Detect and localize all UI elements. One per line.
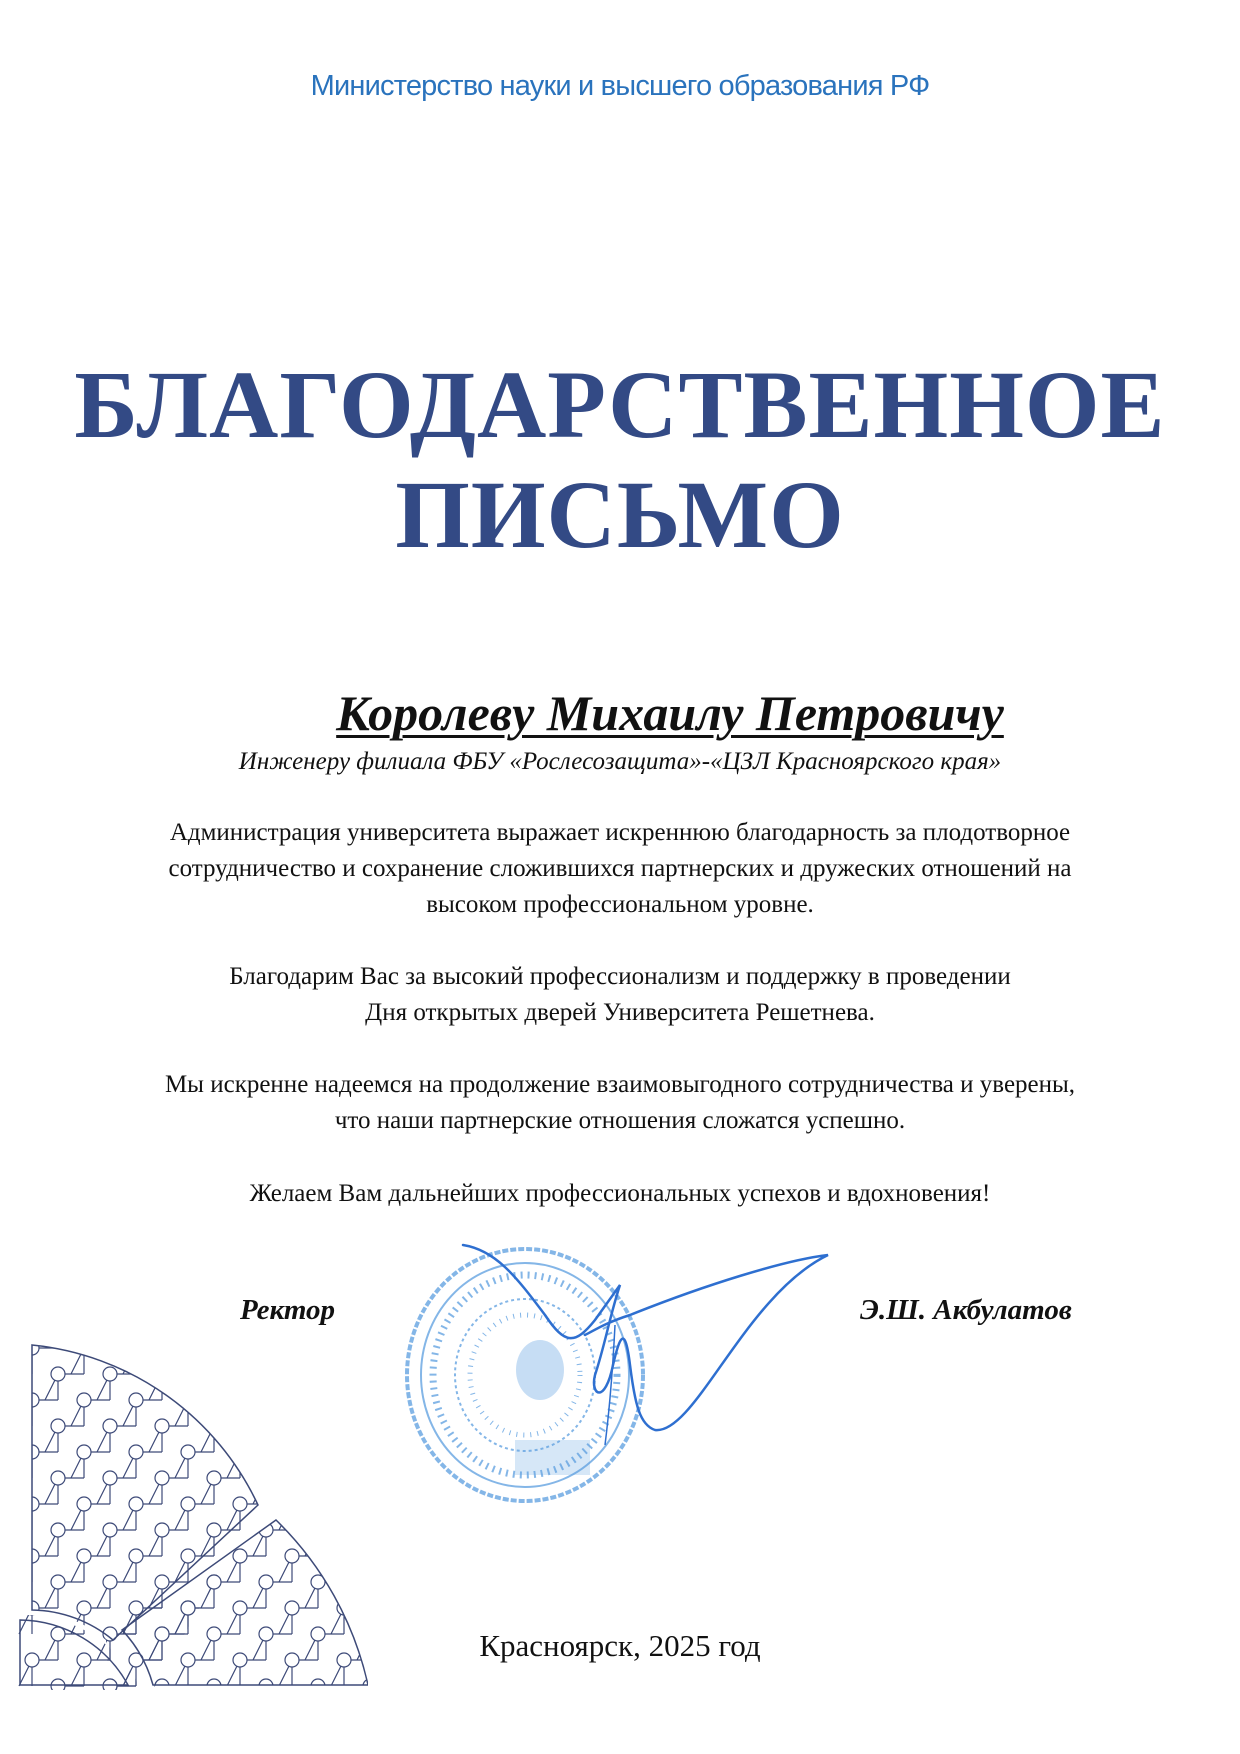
text-line: Благодарим Вас за высокий профессионализм и поддержку в проведении (229, 963, 1011, 990)
text-line: Администрация университета выражает искреннюю благодарность за плодотворное (169, 819, 1071, 846)
text-line: сотрудничество и сохранение сложившихся партнерских и дружеских отношений на (168, 855, 1072, 882)
recipient-name-text: Королеву Михаилу Петровичу (336, 685, 1004, 741)
place-and-year: Красноярск, 2025 год (479, 1628, 761, 1663)
text-line: что наши партнерские отношения сложатся успешно. (334, 1107, 906, 1134)
recipient-position: Инженеру филиала ФБУ «Рослесозащита»-«ЦЗЛ Красноярского края» (238, 748, 1002, 775)
signatory-name: Э.Ш. Акбулатов (860, 1294, 1072, 1326)
text-line: Желаем Вам дальнейших профессиональных успехов и вдохновения! (249, 1180, 991, 1207)
text-line: Дня открытых дверей Университета Решетнева. (365, 999, 875, 1026)
paragraph-gratitude (0, 815, 1240, 923)
recipient-name (0, 684, 1240, 742)
text-line: высоком профессиональном уровне. (426, 891, 814, 918)
paragraph-hope (0, 1067, 1240, 1139)
paragraph-wishes (0, 1176, 1240, 1212)
document-title-line2: ПИСЬМО (395, 461, 845, 568)
signatory-role: Ректор (240, 1294, 336, 1326)
ministry-header: Министерство науки и высшего образования РФ (310, 70, 930, 102)
handwritten-signature (455, 1235, 835, 1455)
text-line: Мы искренне надеемся на продолжение взаимовыгодного сотрудничества и уверены, (164, 1071, 1076, 1098)
document-title-line1: БЛАГОДАРСТВЕННОЕ (74, 351, 1166, 458)
paragraph-thanks (0, 959, 1240, 1031)
